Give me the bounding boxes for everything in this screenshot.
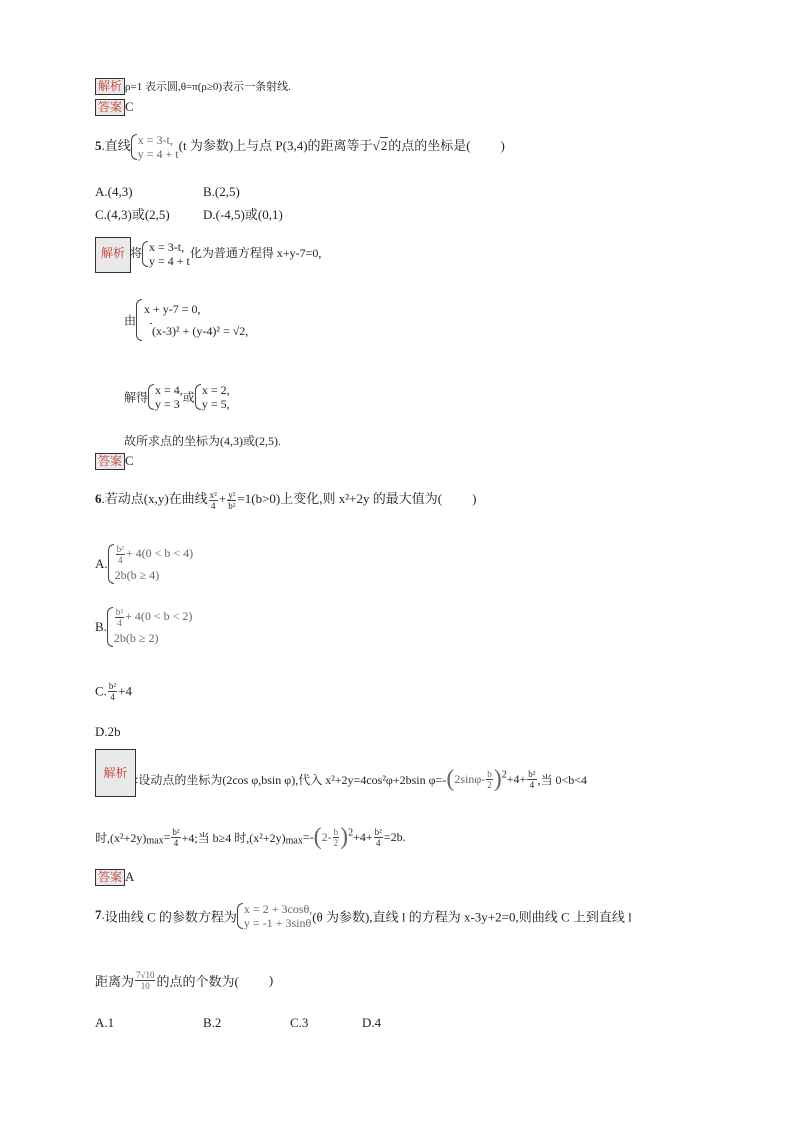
q5-analysis-system: x = 3-t, y = 4 + t bbox=[142, 240, 190, 268]
q5-param-system: x = 3-t, y = 4 + t bbox=[131, 133, 179, 161]
q5-solution: 解得 x = 4, y = 3 或 x = 2, y = 5, bbox=[124, 383, 230, 411]
q4-analysis-row bbox=[95, 78, 291, 95]
q7-stem-line2: 距离为 $\frac{7√10}{10}$ 的点的个数为( ) bbox=[95, 970, 274, 991]
q4-answer: C bbox=[125, 99, 134, 114]
q6-number: 6 bbox=[95, 491, 102, 506]
q6-analysis-tag: 解析 bbox=[95, 749, 136, 797]
q6-option-d: D.2b bbox=[95, 724, 121, 739]
q5-number: 5 bbox=[95, 137, 102, 153]
q7-param-system: x = 2 + 3cosθ, y = -1 + 3sinθ bbox=[237, 902, 312, 930]
q7-number: 7 bbox=[95, 906, 102, 922]
q6-analysis-line1: :设动点的坐标为(2cos φ,bsin φ),代入 x²+2y=4cos²φ+2bsin φ=-(2sinφ- $\frac{b}{2}$ )$^2$+4+ $\frac{\text{b²}}{4}$ ,当 0<b<4 bbox=[135, 766, 588, 792]
q6-option-b: B. $\frac{\text{b²}}{4}$ + 4(0 < b < 2) 2b(b ≥ 2) bbox=[95, 606, 192, 648]
q7-option-a: A.1 bbox=[95, 1015, 115, 1030]
q6-stem: 6.若动点(x,y)在曲线 $\frac{\text{x²}}{4}$ + $\frac{\text{y²}}{\text{b²}}$ =1(b>0)上变化,则 x²+2y 的最大值为( ) bbox=[95, 489, 477, 511]
q7-option-d: D.4 bbox=[362, 1015, 382, 1030]
q7-option-b: B.2 bbox=[203, 1015, 222, 1030]
q6-answer-row: 答案 A bbox=[95, 869, 134, 886]
q6-option-a: A. $\frac{\text{b²}}{4}$ + 4(0 < b < 4) 2b(b ≥ 4) bbox=[95, 543, 193, 585]
q6-option-c: C. $\frac{\text{b²}}{4}$ +4 bbox=[95, 681, 132, 702]
answer-tag: 答案 bbox=[95, 99, 125, 116]
q5-answer: C bbox=[125, 453, 134, 468]
q5-option-d: D.(-4,5)或(0,1) bbox=[203, 207, 283, 222]
analysis-tag: 解析 bbox=[95, 78, 125, 95]
sqrt-2: √2 bbox=[372, 137, 388, 153]
q4-analysis-text: ρ=1 表示圆,θ=π(ρ≥0)表示一条射线. bbox=[125, 81, 291, 93]
q6-answer: A bbox=[125, 869, 135, 884]
q7-option-c: C.3 bbox=[290, 1015, 309, 1030]
q5-stem: 5.直线 x = 3-t, y = 4 + t (t 为参数)上与点 P(3,4)的距离等于√2的点的坐标是( ) bbox=[95, 133, 505, 161]
q5-option-b: B.(2,5) bbox=[203, 184, 240, 199]
q5-option-c: C.(4,3)或(2,5) bbox=[95, 207, 170, 222]
q5-option-a: A.(4,3) bbox=[95, 184, 133, 199]
q6-analysis-line2: 时$,(x^2+2y)_{max}=$ $\frac{\text{b²}}{4}$ +4;当 b≥4 时$,(x^2+2y)_{max}=-(2-$ $\frac{b}{2}$ )$^2$+4+ $\frac{\text{b²}}{4}$ =2b. bbox=[95, 824, 406, 850]
q5-conclusion: 故所求点的坐标为(4,3)或(2,5). bbox=[124, 434, 281, 448]
q5-analysis-line1: 将 x = 3-t, y = 4 + t 化为普通方程得 x+y-7=0, bbox=[130, 240, 322, 268]
q4-answer-row bbox=[95, 99, 134, 116]
q5-equation-system: 由 x + y-7 = 0, (x-3)² + (y-4)² = √2, bbox=[124, 298, 248, 342]
q5-analysis-tag: 解析 bbox=[95, 237, 131, 273]
q5-answer-row: 答案 C bbox=[95, 453, 134, 470]
q7-stem-line1: 7.设曲线 C 的参数方程为 x = 2 + 3cosθ, y = -1 + 3sinθ (θ 为参数),直线 l 的方程为 x-3y+2=0,则曲线 C 上到直线 l bbox=[95, 902, 632, 930]
